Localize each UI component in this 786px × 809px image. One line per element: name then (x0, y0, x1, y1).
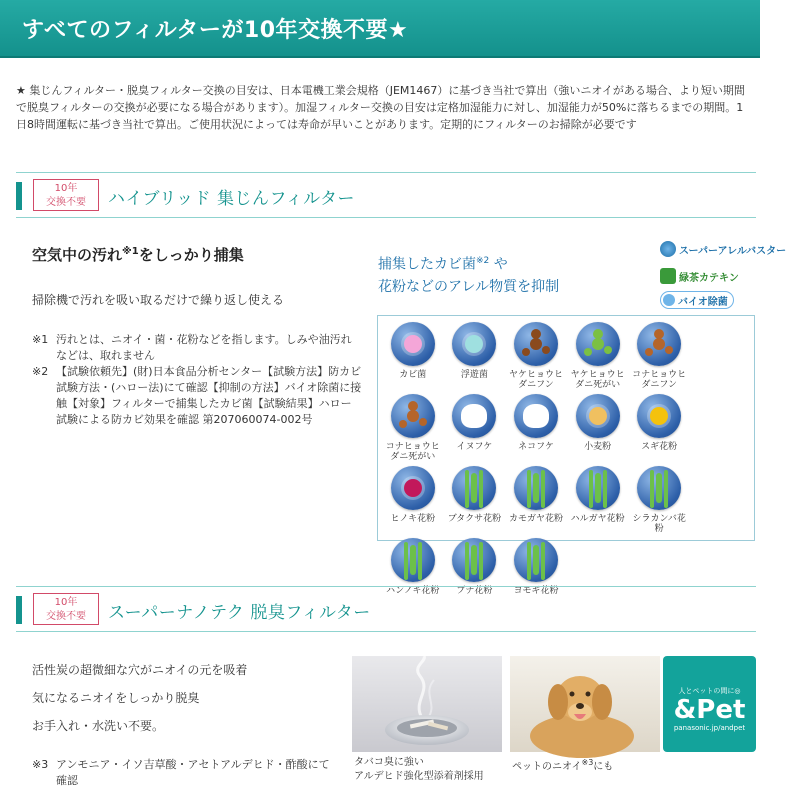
allergen-mark (656, 473, 662, 503)
ten-year-badge (33, 593, 99, 625)
allergen-label: 小麦粉 (584, 442, 612, 452)
caption-text-2: にも (593, 761, 614, 773)
allergen-label: カモガヤ花粉 (508, 514, 563, 524)
allergen-label: ヒノキ花粉 (390, 514, 436, 524)
allergen-mark (533, 473, 539, 503)
allergen-icon (452, 322, 496, 366)
note-mark: ※3 (32, 758, 49, 771)
brand-label: バイオ除菌 (678, 296, 728, 308)
allergen-mark (410, 545, 416, 575)
allergen-item (505, 322, 567, 394)
caption-text: ペットのニオイ (512, 761, 582, 773)
allergen-mark (404, 335, 422, 353)
allergen-item (628, 322, 690, 394)
note-text: アンモニア・イソ吉草酸・アセトアルデヒド・酢酸にて確認 (56, 758, 330, 787)
allergen-icon (391, 322, 435, 366)
allergen-item (382, 466, 444, 538)
allergen-item (444, 322, 506, 394)
note-3 (32, 757, 332, 789)
section-title: スーパーナノテク 脱臭フィルター (108, 603, 371, 623)
andpet-wordmark: &Pet (673, 695, 746, 725)
dog-caption (512, 756, 613, 774)
headline-text-2: をしっかり捕集 (138, 246, 244, 264)
allergen-label: コナヒョウヒダニフン (632, 370, 687, 390)
brand-green-tea-catechin (660, 267, 739, 285)
allergen-icon (391, 538, 435, 582)
allergen-mark (471, 473, 477, 503)
allergen-label: ハンノキ花粉 (386, 586, 440, 596)
section-accent-bar (16, 596, 22, 624)
allergen-mark (592, 338, 604, 350)
caption-line-2: アルデヒド強化型添着剤採用 (354, 771, 484, 782)
mold-heading (378, 250, 559, 298)
allergen-mark (533, 545, 539, 575)
mold-heading-line-2: 花粉などのアレル物質を抑制 (378, 278, 560, 295)
allergen-mark (465, 335, 483, 353)
allergen-mark (595, 473, 601, 503)
allergen-item (567, 322, 629, 394)
allergen-mark (471, 545, 477, 575)
allerbuster-icon (660, 241, 676, 257)
allergen-icon (576, 394, 620, 438)
section-header-dust-filter (16, 172, 756, 218)
allergen-label: ブナ花粉 (456, 586, 493, 596)
allergen-label: シラカンバ花粉 (632, 514, 686, 534)
bio-icon (663, 294, 675, 306)
headline-text: 空気中の汚れ (32, 246, 123, 264)
headline-sup: ※1 (122, 246, 139, 257)
allergen-item (567, 394, 629, 466)
allergen-icon (452, 538, 496, 582)
allergen-label: コナヒョウヒダニ死がい (385, 442, 440, 462)
allergen-icon (514, 538, 558, 582)
ashtray-photo (352, 656, 502, 752)
allergen-label: ネコフケ (518, 442, 554, 452)
header-banner (0, 0, 760, 58)
allergen-icon (452, 466, 496, 510)
allergen-mark (407, 410, 419, 422)
deodorant-note (32, 757, 332, 789)
allergen-label: ヨモギ花粉 (513, 586, 559, 596)
dust-description: 掃除機で汚れを吸い取るだけで繰り返し使える (32, 293, 285, 307)
deodorant-line-2: 気になるニオイをしっかり脱臭 (32, 691, 200, 705)
note-mark: ※1 (32, 333, 49, 346)
allergen-mark (461, 404, 487, 428)
badge-line-2: 交換不要 (46, 611, 86, 622)
mold-heading-text: 捕集したカビ菌 (378, 256, 476, 273)
badge-line-1: 10年 (54, 183, 78, 194)
leaf-icon (660, 268, 676, 284)
dog-photo (510, 656, 660, 752)
allergen-label: スギ花粉 (641, 442, 678, 452)
allergen-icon (637, 322, 681, 366)
brand-label: スーパーアレルバスター (679, 245, 786, 257)
allergen-icon (514, 394, 558, 438)
allergen-label: 浮遊菌 (460, 370, 488, 380)
allergen-item (505, 394, 567, 466)
allergen-icon (637, 394, 681, 438)
allergen-item (382, 322, 444, 394)
allergen-label: ヤケヒョウヒダニフン (508, 370, 563, 390)
badge-line-1: 10年 (54, 597, 78, 608)
section-title: ハイブリッド 集じんフィルター (108, 189, 355, 209)
section-header-deodorant-filter (16, 586, 756, 632)
allergen-label: ハルガヤ花粉 (570, 514, 625, 524)
brand-super-allerbuster (660, 240, 786, 258)
ten-year-badge (33, 179, 99, 211)
allergen-item (628, 394, 690, 466)
section-accent-bar (16, 182, 22, 210)
allergen-mark (404, 479, 422, 497)
allergen-icon (576, 322, 620, 366)
allergen-icon (391, 466, 435, 510)
note-text: 汚れとは、ニオイ・菌・花粉などを指します。しみや油汚れなどは、取れません (56, 333, 352, 362)
allergen-icon (576, 466, 620, 510)
note-1 (32, 332, 362, 364)
dust-headline (32, 244, 244, 265)
allergen-grid (377, 315, 755, 596)
top-footnote: ★ 集じんフィルター・脱臭フィルター交換の目安は、日本電機工業会規格（JEM1467）に基づき当社で算出（強いニオイがある場合、より短い期間で脱臭フィルターの交換が必要になる場合があります）。加湿フィルター交換の目安は定格加湿能力に対し、加湿能力が50%に落ちるまでの期間。1日8時間運転に基づき当社で算出。ご使用状況によっては寿命が早いことがあります。定期的にフィルターのお掃除が必要です (16, 84, 745, 131)
note-2 (32, 364, 362, 428)
allergen-icon (391, 394, 435, 438)
andpet-tagline: 人とペットの間に◎ (678, 687, 741, 695)
dust-notes (32, 332, 362, 428)
andpet-url: panasonic.jp/andpet (673, 724, 746, 732)
allergen-item (444, 394, 506, 466)
allergen-icon (637, 466, 681, 510)
allergen-label: イヌフケ (456, 442, 493, 452)
deodorant-line-1: 活性炭の超微細な穴がニオイの元を吸着 (32, 663, 248, 677)
allergen-mark (530, 338, 542, 350)
brand-bio-sterilization (660, 291, 734, 309)
allergen-mark (589, 407, 607, 425)
deodorant-line-3: お手入れ・水洗い不要。 (32, 719, 165, 733)
allergen-mark (650, 407, 668, 425)
page-title: すべてのフィルターが10年交換不要★ (22, 18, 409, 43)
allergen-item (567, 466, 629, 538)
caption-sup: ※3 (581, 758, 594, 767)
allergen-item (444, 466, 506, 538)
allergen-item (382, 394, 444, 466)
badge-line-2: 交換不要 (46, 197, 86, 208)
allergen-item (505, 466, 567, 538)
allergen-label: カビ菌 (399, 370, 427, 380)
allergen-icon (452, 394, 496, 438)
andpet-logo (663, 656, 756, 752)
allergen-label: ヤケヒョウヒダニ死がい (570, 370, 625, 390)
allergen-item (628, 466, 690, 538)
mold-heading-text-2: や (493, 256, 508, 273)
mold-heading-sup: ※2 (476, 256, 490, 266)
allergen-mark (523, 404, 549, 428)
note-mark: ※2 (32, 365, 49, 378)
note-text: 【試験依頼先】(財)日本食品分析センター【試験方法】防カビ試験方法・(ハロー法)にて確認【抑制の方法】バイオ除菌に接触【対象】フィルターで捕集したカビ菌【試験結果】ハロー試験による防カビ効果を確認 第207060074-002号 (56, 365, 362, 426)
brand-label: 緑茶カテキン (679, 272, 739, 284)
allergen-label: ブタクサ花粉 (447, 514, 502, 524)
ashtray-caption (354, 756, 484, 784)
allergen-mark (653, 338, 665, 350)
caption-line-1: タバコ臭に強い (354, 757, 424, 768)
allergen-icon (514, 466, 558, 510)
allergen-icon (514, 322, 558, 366)
